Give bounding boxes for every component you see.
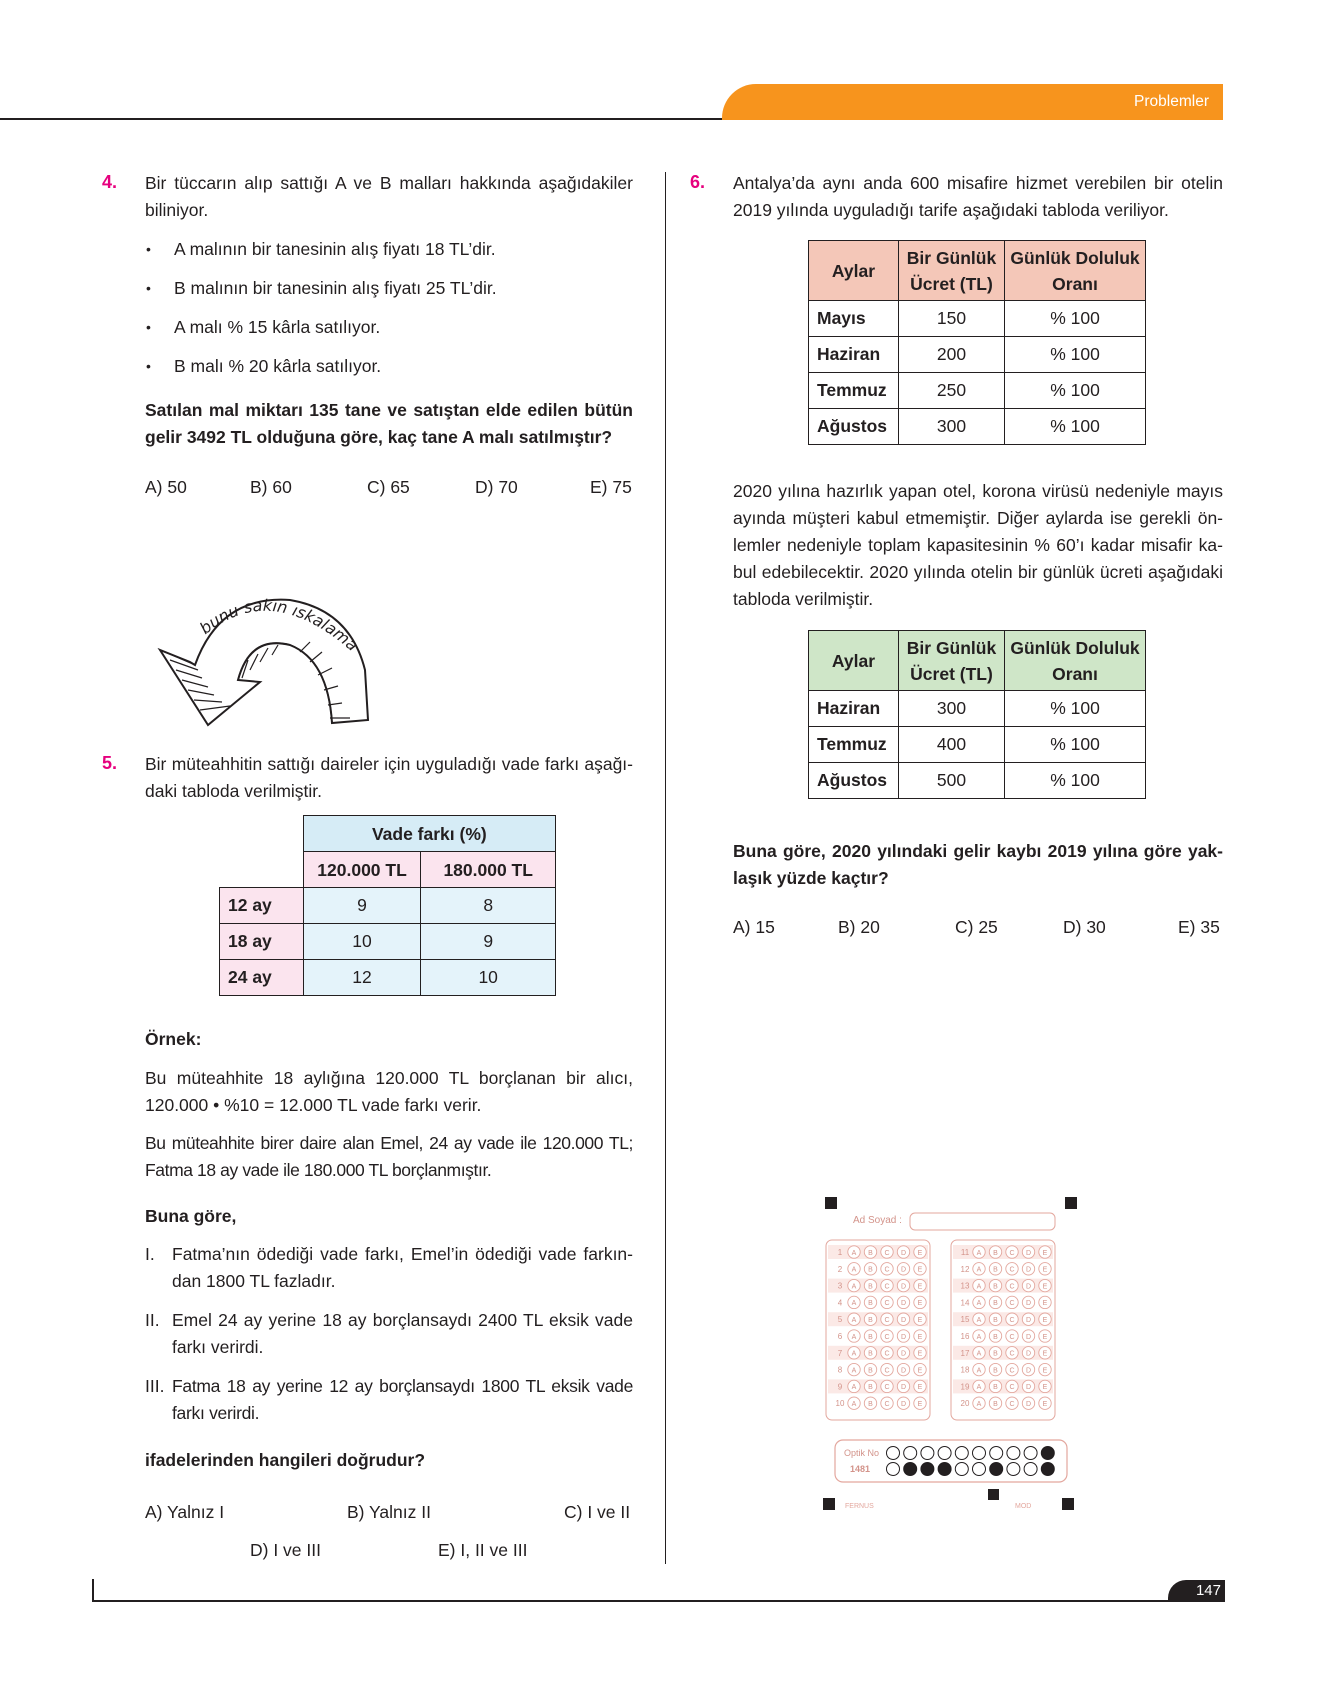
row-label: Haziran	[809, 691, 899, 727]
q6-option-b[interactable]: B) 20	[838, 917, 880, 937]
q4-option-b[interactable]: B) 60	[250, 477, 292, 497]
answer-row-number: 11	[960, 1248, 970, 1257]
answer-bubble-letter: C	[1009, 1333, 1015, 1341]
row-label: Ağustos	[809, 409, 899, 445]
optik-bubble	[1007, 1463, 1020, 1476]
optik-bubble	[973, 1463, 986, 1476]
statement-number: II.	[145, 1310, 160, 1330]
paragraph-line: 2020 yılına hazırlık yapan otel, korona virüsü nedeniyle mayıs	[733, 481, 1223, 501]
q6-intro-line1: Antalya’da aynı anda 600 misafire hizmet verebilen bir otelin	[733, 173, 1223, 193]
table-row	[809, 301, 1146, 337]
answer-row-number: 6	[837, 1332, 843, 1341]
optik-bubble	[921, 1447, 934, 1460]
answer-row-number: 18	[960, 1365, 970, 1375]
table-row	[809, 373, 1146, 409]
answer-row-number: 20	[960, 1399, 970, 1409]
table-cell: 300	[899, 409, 1005, 445]
q6-option-d[interactable]: D) 30	[1063, 917, 1106, 937]
answer-bubble-letter: A	[851, 1333, 857, 1341]
answer-bubble-letter: C	[884, 1367, 890, 1375]
answer-bubble-letter: B	[868, 1333, 873, 1341]
table-row	[220, 888, 556, 924]
optik-bubble	[955, 1447, 968, 1460]
answer-row-number: 5	[837, 1315, 843, 1325]
corner-mark	[823, 1498, 835, 1510]
statement-line1: Emel 24 ay yerine 18 ay borçlansaydı 2400 TL eksik vade	[172, 1310, 633, 1330]
row-label: 12 ay	[220, 888, 304, 924]
answer-row-number: 19	[960, 1382, 970, 1392]
row-label: Ağustos	[809, 763, 899, 799]
brand-left: FERNUS	[845, 1503, 874, 1510]
answer-bubble-letter: A	[976, 1367, 982, 1375]
paragraph-line: lemler nedeniyle toplam kapasitesinin % 60’ı kadar misafir ka-	[733, 535, 1223, 555]
answer-bubble-letter: D	[1025, 1333, 1032, 1341]
column-header	[1005, 631, 1146, 691]
answer-bubble-letter: C	[1009, 1249, 1015, 1257]
q5-example-title: Örnek:	[145, 1029, 202, 1049]
name-label: Ad Soyad :	[853, 1215, 902, 1226]
answer-grid-right[interactable]	[951, 1240, 1055, 1420]
section-tab: Problemler	[722, 84, 1223, 120]
answer-row-number: 16	[960, 1332, 970, 1341]
q6-question-line1: Buna göre, 2020 yılındaki gelir kaybı 2019 yılına göre yak-	[733, 841, 1223, 861]
answer-bubble-letter: B	[868, 1283, 873, 1291]
statement-line1: Fatma 18 ay yerine 12 ay borçlansaydı 1800 TL eksik vade	[172, 1376, 633, 1396]
statement	[172, 1241, 633, 1295]
answer-row-band	[828, 1245, 928, 1259]
answer-bubble-letter: B	[993, 1367, 998, 1375]
q4-option-e[interactable]: E) 75	[590, 477, 632, 497]
answer-bubble-letter: C	[884, 1317, 890, 1324]
table-cell: 8	[421, 888, 556, 924]
answer-bubble-letter: A	[851, 1350, 857, 1358]
answer-bubble-letter: C	[884, 1300, 890, 1308]
answer-bubble-letter: E	[917, 1249, 923, 1257]
table-cell: 150	[899, 301, 1005, 337]
answer-bubble-letter: D	[900, 1283, 907, 1291]
answer-row-number: 13	[960, 1281, 970, 1291]
answer-bubble-letter: A	[976, 1317, 982, 1324]
answer-bubble-letter: C	[884, 1266, 890, 1274]
answer-row-number: 4	[837, 1298, 843, 1308]
tarife-2020-table	[808, 630, 1146, 799]
answer-bubble-letter: D	[900, 1384, 907, 1392]
answer-bubble-letter: E	[917, 1401, 923, 1408]
q5-option-a[interactable]: A) Yalnız I	[145, 1502, 225, 1522]
answer-bubble-letter: C	[884, 1384, 890, 1392]
answer-bubble-letter: B	[993, 1266, 998, 1274]
q4-bullet: • B malının bir tanesinin alış fiyatı 25 TL’dir.	[174, 275, 497, 302]
answer-bubble-letter: A	[851, 1367, 857, 1375]
answer-bubble-letter: D	[1025, 1384, 1032, 1392]
answer-bubble-letter: E	[1042, 1283, 1048, 1291]
answer-bubble-letter: B	[993, 1333, 998, 1341]
table-cell: 10	[303, 924, 421, 960]
q5-option-c[interactable]: C) I ve II	[564, 1502, 631, 1522]
corner-mark	[1062, 1498, 1074, 1510]
optik-bubble	[990, 1463, 1003, 1476]
table-cell: 9	[421, 924, 556, 960]
answer-bubble-letter: E	[1042, 1350, 1048, 1358]
table-row	[809, 337, 1146, 373]
answer-bubble-letter: B	[868, 1266, 873, 1274]
q5-intro	[145, 751, 633, 805]
answer-bubble-letter: E	[1042, 1300, 1048, 1308]
answer-bubble-letter: A	[851, 1249, 857, 1257]
answer-row-number: 1	[837, 1248, 843, 1257]
row-label: Haziran	[809, 337, 899, 373]
paragraph-line: bul edebilecektir. 2020 yılında otelin bir günlük ücreti aşağıdaki	[733, 562, 1223, 582]
answer-bubble-letter: A	[851, 1266, 857, 1274]
answer-bubble-letter: E	[917, 1333, 923, 1341]
answer-bubble-letter: D	[900, 1401, 907, 1408]
table-cell: 200	[899, 337, 1005, 373]
q5-intro-line2: daki tabloda verilmiştir.	[145, 781, 323, 801]
name-field[interactable]	[910, 1213, 1055, 1230]
table-cell: 500	[899, 763, 1005, 799]
optik-bubble	[921, 1463, 934, 1476]
paragraph-line: tabloda verilmiştir.	[733, 589, 874, 609]
table-cell: % 100	[1005, 763, 1146, 799]
optik-bubble	[1007, 1447, 1020, 1460]
answer-bubble-letter: A	[851, 1283, 857, 1291]
q4-intro-line2: biliniyor.	[145, 200, 209, 220]
table-cell: 250	[899, 373, 1005, 409]
table-cell: 10	[421, 960, 556, 996]
corner-mark	[1065, 1197, 1077, 1209]
answer-row-band	[828, 1279, 928, 1293]
answer-row-number: 14	[960, 1298, 970, 1308]
answer-row-number: 15	[960, 1315, 970, 1325]
page-number: 147	[1168, 1580, 1225, 1602]
statement-number: I.	[145, 1244, 155, 1264]
column-divider	[665, 172, 666, 1564]
q4-intro	[145, 170, 633, 224]
question-number: 5.	[102, 753, 118, 773]
answer-bubble-letter: A	[976, 1300, 982, 1308]
answer-bubble-letter: E	[917, 1350, 923, 1358]
answer-bubble-letter: E	[1042, 1249, 1048, 1257]
answer-bubble-letter: D	[900, 1333, 907, 1341]
answer-bubble-letter: A	[851, 1317, 857, 1324]
q5-buna-gore: Buna göre,	[145, 1206, 237, 1226]
bottom-rule	[92, 1600, 1225, 1602]
header-line: Oranı	[1052, 663, 1098, 684]
statement-line2: farkı verirdi.	[172, 1403, 260, 1423]
answer-bubble-letter: A	[976, 1266, 982, 1274]
q5-question: ifadelerinden hangileri doğrudur?	[145, 1450, 426, 1470]
table-row	[220, 960, 556, 996]
answer-bubble-letter: A	[851, 1300, 857, 1308]
column-header	[899, 241, 1005, 301]
answer-row-number: 17	[960, 1348, 970, 1358]
answer-bubble-letter: E	[917, 1317, 923, 1324]
paragraph-line: ayında müşteri kabul etmemiştir. Diğer aylarda ise gerekli ön-	[733, 508, 1223, 528]
table-cell: % 100	[1005, 373, 1146, 409]
table-cell: 9	[303, 888, 421, 924]
answer-bubble-letter: C	[1009, 1283, 1015, 1291]
q6-intro-line2: 2019 yılında uyguladığı tarife aşağıdaki tabloda veriliyor.	[733, 200, 1169, 220]
answer-bubble-letter: C	[1009, 1401, 1015, 1408]
q4-question-line2: gelir 3492 TL olduğuna göre, kaç tane A malı satılmıştır?	[145, 427, 613, 447]
answer-bubble-letter: B	[993, 1283, 998, 1291]
column-header: Aylar	[809, 241, 899, 301]
answer-bubble-letter: E	[1042, 1384, 1048, 1392]
optik-bubble	[990, 1447, 1003, 1460]
answer-bubble-letter: C	[1009, 1367, 1015, 1375]
answer-bubble-letter: B	[868, 1249, 873, 1257]
header-line: Günlük Doluluk	[1010, 247, 1140, 268]
answer-row-number: 9	[837, 1382, 843, 1392]
answer-row-band	[828, 1346, 928, 1360]
answer-bubble-letter: D	[1025, 1367, 1032, 1375]
tarife-2019-table	[808, 240, 1146, 445]
q4-question-line1: Satılan mal miktarı 135 tane ve satıştan elde edilen bütün	[145, 400, 633, 420]
q4-option-c[interactable]: C) 65	[367, 477, 410, 497]
answer-bubble-letter: B	[868, 1350, 873, 1358]
answer-bubble-letter: C	[884, 1401, 890, 1408]
row-label: Temmuz	[809, 373, 899, 409]
optik-bubble	[887, 1463, 900, 1476]
statement-number: III.	[145, 1376, 165, 1396]
q6-option-a[interactable]: A) 15	[733, 917, 775, 937]
statement-line2: farkı verirdi.	[172, 1337, 264, 1357]
statement	[172, 1307, 633, 1361]
answer-grid-left[interactable]	[826, 1240, 930, 1420]
header-line: Ücret (TL)	[910, 273, 993, 294]
answer-bubble-letter: E	[1042, 1266, 1048, 1274]
vade-farki-table	[219, 815, 556, 996]
header-line: Oranı	[1052, 273, 1098, 294]
q5-example-line2: 120.000 • %10 = 12.000 TL vade farkı verir.	[145, 1095, 482, 1115]
q6-paragraph	[733, 478, 1223, 613]
optik-bubble	[955, 1463, 968, 1476]
answer-bubble-letter: E	[917, 1266, 923, 1274]
answer-bubble-letter: E	[917, 1384, 923, 1392]
answer-bubble-letter: B	[868, 1401, 873, 1408]
column-header	[899, 631, 1005, 691]
table-cell: % 100	[1005, 727, 1146, 763]
optik-bubble	[904, 1463, 917, 1476]
q4-bullet: • A malı % 15 kârla satılıyor.	[174, 314, 380, 341]
answer-bubble-letter: C	[1009, 1266, 1015, 1274]
corner-mark	[988, 1489, 999, 1500]
q6-option-c[interactable]: C) 25	[955, 917, 998, 937]
optik-bubble	[938, 1447, 951, 1460]
answer-row-number: 7	[837, 1348, 843, 1358]
statement-line1: Fatma’nın ödediği vade farkı, Emel’in ödediği vade farkın-	[172, 1244, 633, 1264]
answer-bubble-letter: C	[1009, 1300, 1015, 1308]
optik-bubble	[1024, 1447, 1037, 1460]
table-cell: 300	[899, 691, 1005, 727]
row-label: Mayıs	[809, 301, 899, 337]
answer-row-band	[828, 1379, 928, 1393]
q4-option-a[interactable]: A) 50	[145, 477, 187, 497]
table-cell: 400	[899, 727, 1005, 763]
optik-bubble	[887, 1447, 900, 1460]
optik-bubble	[1041, 1447, 1054, 1460]
q4-question	[145, 397, 633, 451]
corner-mark	[825, 1197, 837, 1209]
table-cell: % 100	[1005, 691, 1146, 727]
answer-bubble-letter: E	[917, 1283, 923, 1291]
answer-bubble-letter: C	[884, 1350, 890, 1358]
brand-right: MOD	[1015, 1503, 1032, 1510]
answer-row-number: 2	[837, 1264, 843, 1274]
answer-bubble-letter: A	[851, 1401, 857, 1408]
optik-bubble	[904, 1447, 917, 1460]
q5-option-e[interactable]: E) I, II ve III	[438, 1540, 528, 1560]
header-line: Bir Günlük	[906, 637, 997, 658]
answer-bubble-letter: C	[884, 1283, 890, 1291]
optik-bubble	[1024, 1463, 1037, 1476]
question-number: 6.	[690, 172, 706, 192]
answer-bubble-letter: B	[993, 1300, 998, 1308]
answer-bubble-letter: E	[1042, 1333, 1048, 1341]
answer-bubble-letter: D	[900, 1300, 907, 1308]
answer-bubble-letter: D	[1025, 1300, 1032, 1308]
q5-intro-line1: Bir müteahhitin sattığı daireler için uyguladığı vade farkı aşağı-	[145, 754, 633, 774]
sticker-text: bunu sakın ıskalama	[195, 595, 362, 655]
answer-bubble-letter: E	[1042, 1367, 1048, 1375]
table-row	[809, 691, 1146, 727]
answer-bubble-letter: C	[884, 1249, 890, 1257]
optik-label: Optik No	[844, 1448, 880, 1458]
q4-option-d[interactable]: D) 70	[475, 477, 518, 497]
optik-bubble	[973, 1447, 986, 1460]
table-cell: % 100	[1005, 409, 1146, 445]
answer-bubble-letter: D	[1025, 1401, 1032, 1408]
q4-bullet: • A malının bir tanesinin alış fiyatı 18 TL’dir.	[174, 236, 496, 263]
answer-bubble-letter: D	[1025, 1266, 1032, 1274]
answer-row-number: 8	[837, 1365, 843, 1375]
q4-bullet: • B malı % 20 kârla satılıyor.	[174, 353, 381, 380]
answer-bubble-letter: A	[976, 1350, 982, 1358]
answer-bubble-letter: E	[1042, 1317, 1048, 1324]
answer-bubble-letter: D	[1025, 1249, 1032, 1257]
row-label: 24 ay	[220, 960, 304, 996]
answer-bubble-letter: C	[1009, 1317, 1015, 1324]
answer-bubble-letter: E	[917, 1367, 923, 1375]
q5-option-b[interactable]: B) Yalnız II	[347, 1502, 431, 1522]
statement	[172, 1373, 633, 1427]
row-label: Temmuz	[809, 727, 899, 763]
answer-bubble-letter: E	[1042, 1401, 1048, 1408]
q5-info-line2: Fatma 18 ay vade ile 180.000 TL borçlanmıştır.	[145, 1160, 492, 1180]
bottom-tick	[92, 1579, 94, 1601]
q5-example-line1: Bu müteahhite 18 aylığına 120.000 TL borçlanan bir alıcı,	[145, 1068, 633, 1088]
answer-bubble-letter: D	[900, 1350, 907, 1358]
optic-answer-form[interactable]	[820, 1195, 1080, 1525]
answer-row-band	[828, 1312, 928, 1326]
row-label: 18 ay	[220, 924, 304, 960]
q6-intro	[733, 170, 1223, 224]
table-title: Vade farkı (%)	[303, 816, 555, 852]
optik-value: 1481	[850, 1464, 871, 1474]
header-line: Bir Günlük	[906, 247, 997, 268]
answer-bubble-letter: B	[868, 1384, 873, 1392]
answer-bubble-letter: B	[868, 1317, 873, 1324]
answer-bubble-letter: D	[900, 1367, 907, 1375]
question-number: 4.	[102, 172, 118, 192]
q6-question-line2: laşık yüzde kaçtır?	[733, 868, 889, 888]
answer-bubble-letter: B	[868, 1300, 873, 1308]
answer-bubble-letter: C	[1009, 1384, 1015, 1392]
statement-line2: dan 1800 TL fazladır.	[172, 1271, 336, 1291]
q6-option-e[interactable]: E) 35	[1178, 917, 1220, 937]
answer-bubble-letter: D	[1025, 1283, 1032, 1291]
answer-row-number: 10	[835, 1399, 845, 1409]
answer-bubble-letter: D	[900, 1317, 907, 1324]
q4-intro-line1: Bir tüccarın alıp sattığı A ve B malları hakkında aşağıdakiler	[145, 173, 633, 193]
q5-info	[145, 1130, 633, 1184]
answer-bubble-letter: D	[900, 1249, 907, 1257]
table-cell: 12	[303, 960, 421, 996]
header-line: Ücret (TL)	[910, 663, 993, 684]
answer-bubble-letter: D	[1025, 1350, 1032, 1358]
answer-bubble-letter: C	[884, 1333, 890, 1341]
answer-bubble-letter: C	[1009, 1350, 1015, 1358]
answer-bubble-letter: A	[976, 1333, 982, 1341]
answer-bubble-letter: B	[993, 1317, 998, 1324]
header-line: Günlük Doluluk	[1010, 637, 1140, 658]
column-header: Aylar	[809, 631, 899, 691]
table-row	[809, 727, 1146, 763]
optik-bubble	[938, 1463, 951, 1476]
answer-bubble-letter: D	[900, 1266, 907, 1274]
answer-bubble-letter: B	[993, 1384, 998, 1392]
column-header: 120.000 TL	[303, 852, 421, 888]
answer-bubble-letter: A	[976, 1401, 982, 1408]
answer-bubble-letter: A	[976, 1384, 982, 1392]
q6-question	[733, 838, 1223, 892]
table-row	[809, 763, 1146, 799]
answer-row-number: 3	[837, 1281, 843, 1291]
table-cell: % 100	[1005, 337, 1146, 373]
q5-info-line1: Bu müteahhite birer daire alan Emel, 24 ay vade ile 120.000 TL;	[145, 1133, 633, 1153]
q5-example	[145, 1065, 633, 1119]
answer-bubble-letter: B	[993, 1401, 998, 1408]
answer-bubble-letter: B	[868, 1367, 873, 1375]
answer-row-number: 12	[960, 1264, 970, 1274]
table-row	[809, 409, 1146, 445]
table-cell: % 100	[1005, 301, 1146, 337]
top-rule	[0, 118, 730, 120]
column-header	[1005, 241, 1146, 301]
bunu-sakin-iskalama-sticker	[150, 590, 380, 740]
answer-bubble-letter: D	[1025, 1317, 1032, 1324]
q5-option-d[interactable]: D) I ve III	[250, 1540, 321, 1560]
answer-bubble-letter: E	[917, 1300, 923, 1308]
optik-bubble	[1041, 1463, 1054, 1476]
answer-bubble-letter: B	[993, 1249, 998, 1257]
answer-bubble-letter: A	[976, 1249, 982, 1257]
table-row	[220, 924, 556, 960]
column-header: 180.000 TL	[421, 852, 556, 888]
answer-bubble-letter: B	[993, 1350, 998, 1358]
answer-bubble-letter: A	[976, 1283, 982, 1291]
answer-bubble-letter: A	[851, 1384, 857, 1392]
